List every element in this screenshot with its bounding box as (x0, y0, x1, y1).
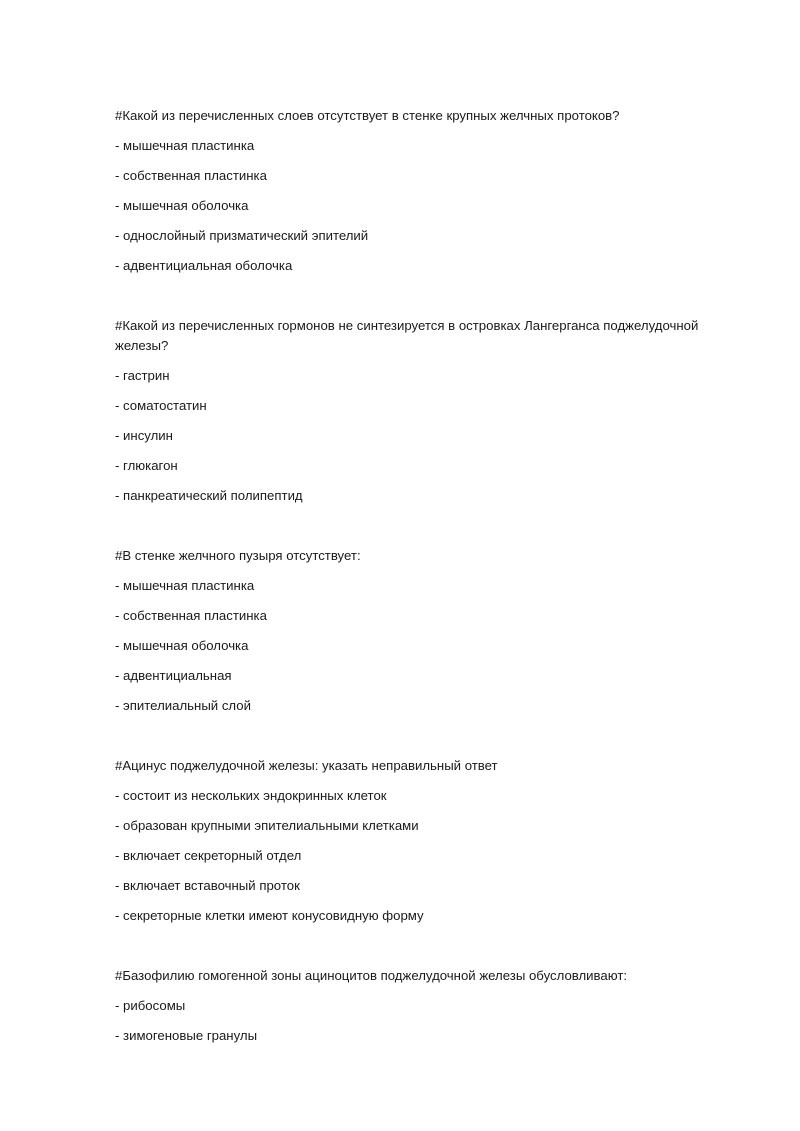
question-text: #В стенке желчного пузыря отсутствует: (115, 548, 361, 563)
answer-option: - панкреатический полипептид (115, 488, 303, 503)
answer-option: - зимогеновые гранулы (115, 1028, 258, 1043)
answer-option: - адвентициальная оболочка (115, 258, 293, 273)
answer-option: - собственная пластинка (115, 168, 267, 183)
answer-option: - соматостатин (115, 398, 207, 413)
answer-option: - образован крупными эпителиальными клетками (115, 818, 419, 833)
answer-option: - мышечная оболочка (115, 198, 249, 213)
answer-option: - мышечная пластинка (115, 578, 255, 593)
question-block-2 (115, 316, 725, 506)
answer-option: - мышечная пластинка (115, 138, 255, 153)
answer-option: - эпителиальный слой (115, 698, 251, 713)
answer-option: - включает секреторный отдел (115, 848, 302, 863)
answer-option: - гастрин (115, 368, 170, 383)
question-list (115, 106, 725, 1046)
question-block-4 (115, 756, 725, 926)
answer-option: - рибосомы (115, 998, 186, 1013)
question-block-5 (115, 966, 725, 1046)
question-text: #Какой из перечисленных гормонов не синтезируется в островках Лангерганса поджелудочной железы? (115, 318, 699, 353)
answer-option: - инсулин (115, 428, 173, 443)
answer-option: - адвентициальная (115, 668, 232, 683)
answer-option: - собственная пластинка (115, 608, 267, 623)
question-text: #Какой из перечисленных слоев отсутствует в стенке крупных желчных протоков? (115, 108, 620, 123)
answer-option: - мышечная оболочка (115, 638, 249, 653)
question-block-1 (115, 106, 725, 276)
answer-option: - включает вставочный проток (115, 878, 300, 893)
question-block-3 (115, 546, 725, 716)
answer-option: - глюкагон (115, 458, 178, 473)
answer-option: - секреторные клетки имеют конусовидную форму (115, 908, 424, 923)
question-text: #Ацинус поджелудочной железы: указать неправильный ответ (115, 758, 498, 773)
answer-option: - состоит из нескольких эндокринных клеток (115, 788, 387, 803)
answer-option: - однослойный призматический эпителий (115, 228, 369, 243)
question-text: #Базофилию гомогенной зоны ациноцитов поджелудочной железы обусловливают: (115, 968, 628, 983)
